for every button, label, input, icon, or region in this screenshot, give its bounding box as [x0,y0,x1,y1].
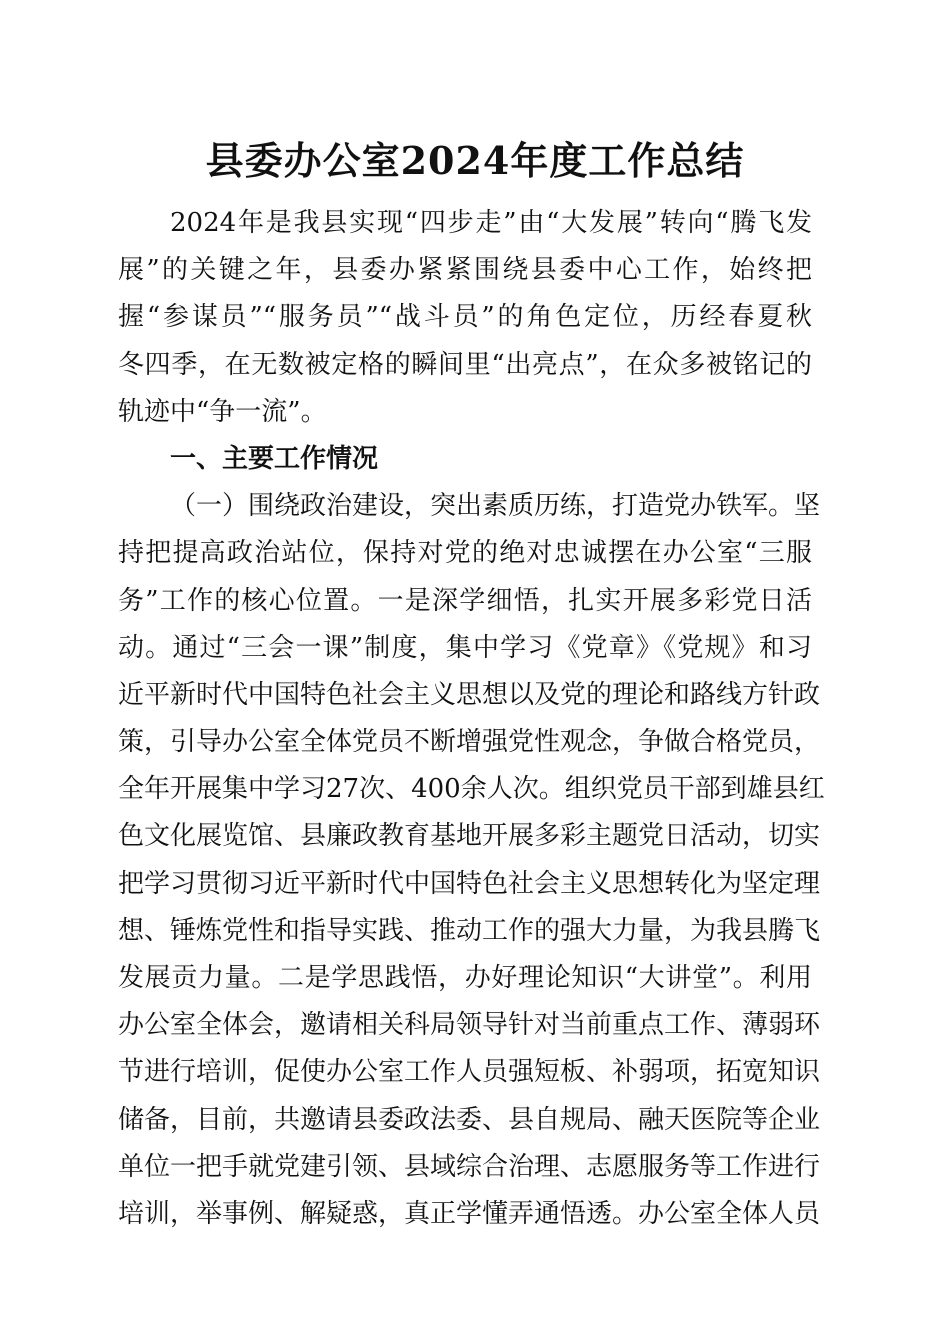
paragraph-line: 发展贡力量。二是学思践悟，办好理论知识“大讲堂”。利用 [118,963,812,993]
paragraph-line: 近平新时代中国特色社会主义思想以及党的理论和路线方针政 [118,679,821,710]
paragraph-line: 全年开展集中学习27次、400余人次。组织党员干部到雄县红 [118,774,825,805]
paragraph-line: 轨迹中“争一流”。 [118,396,327,427]
paragraph-line: 储备，目前，共邀请县委政法委、县自规局、融天医院等企业 [118,1104,821,1135]
paragraph-line: （一）围绕政治建设，突出素质历练，打造党办铁军。坚 [170,491,821,522]
paragraph-line: 把学习贯彻习近平新时代中国特色社会主义思想转化为坚定理 [118,868,821,899]
paragraph-line: 策，引导办公室全体党员不断增强党性观念，争做合格党员， [118,727,821,758]
paragraph-line: 想、锤炼党性和指导实践、推动工作的强大力量，为我县腾飞 [118,915,821,946]
paragraph-line: 务”工作的核心位置。一是深学细悟，扎实开展多彩党日活 [118,585,812,616]
paragraph-line: 冬四季，在无数被定格的瞬间里“出亮点”，在众多被铭记的 [118,349,812,380]
section-heading: 一、主要工作情况 [170,443,379,474]
paragraph-line: 培训，举事例、解疑惑，真正学懂弄通悟透。办公室全体人员 [118,1198,821,1229]
document-title: 县委办公室2024年度工作总结 [205,138,745,183]
paragraph-line: 握“参谋员”“服务员”“战斗员”的角色定位，历经春夏秋 [118,302,812,333]
paragraph-line: 持把提高政治站位，保持对党的绝对忠诚摆在办公室“三服 [118,538,812,569]
paragraph-line: 色文化展览馆、县廉政教育基地开展多彩主题党日活动，切实 [118,821,821,852]
paragraph-line: 节进行培训，促使办公室工作人员强短板、补弱项，拓宽知识 [118,1057,821,1088]
document-body [118,200,825,1238]
paragraph-line: 2024年是我县实现“四步走”由“大发展”转向“腾飞发 [170,208,812,238]
paragraph-line: 动。通过“三会一课”制度，集中学习《党章》《党规》和习 [118,632,812,663]
paragraph-line: 展”的关键之年，县委办紧紧围绕县委中心工作，始终把 [118,255,812,286]
paragraph-line: 单位一把手就党建引领、县域综合治理、志愿服务等工作进行 [118,1151,821,1182]
paragraph-line: 办公室全体会，邀请相关科局领导针对当前重点工作、薄弱环 [118,1010,821,1041]
